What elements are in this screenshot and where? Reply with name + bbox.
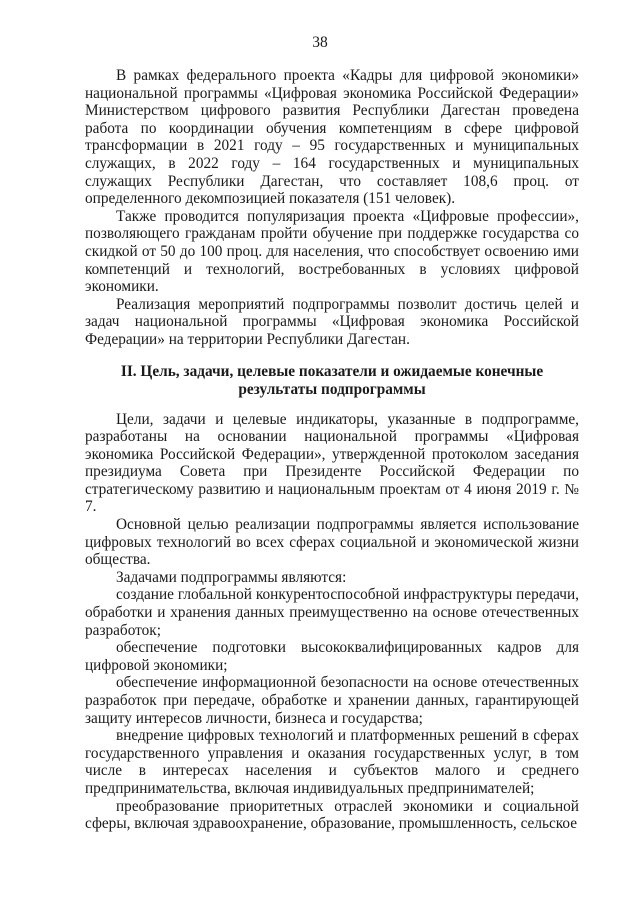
- task-item-infrastructure: создание глобальной конкурентоспособной инфраструктуры передачи, обработки и хранения данных преимущественно на основе отечественных разработок;: [85, 586, 579, 639]
- section-heading: II. Цель, задачи, целевые показатели и ожидаемые конечные результаты подпрограммы: [120, 362, 544, 398]
- paragraph-digital-professions: Также проводится популяризация проекта «Цифровые профессии», позволяющего гражданам пройти обучение при поддержке государства со скидкой от 50 до 100 проц. для населения, что способствует освоению ими компетенций и технологий, востребованных в условиях цифровой экономики.: [85, 207, 579, 296]
- paragraph-subprogram-goals: Реализация мероприятий подпрограммы позволит достичь целей и задач национальной программы «Цифровая экономика Российской Федерации» на территории Республики Дагестан.: [85, 295, 579, 348]
- paragraph-goals-basis: Цели, задачи и целевые индикаторы, указанные в подпрограмме, разработаны на основании национальной программы «Цифровая экономика Российской Федерации», утвержденной протоколом заседания президиума Совета при Президенте Российской Федерации по стратегическому развитию и национальным проектам от 4 июня 2019 г. № 7.: [85, 410, 579, 516]
- paragraph-federal-project: В рамках федерального проекта «Кадры для цифровой экономики» национальной программы «Цифровая экономика Российской Федерации» Министерством цифрового развития Республики Дагестан проведена работа по координации обучения компетенциям в сфере цифровой трансформации в 2021 году – 95 государственных и муниципальных служащих, в 2022 году – 164 государственных и муниципальных служащих Республики Дагестан, что составляет 108,6 проц. от определенного декомпозицией показателя (151 человек).: [85, 67, 579, 208]
- task-item-security: обеспечение информационной безопасности на основе отечественных разработок при передаче, обработке и хранении данных, гарантирующей защиту интересов личности, бизнеса и государства;: [85, 674, 579, 727]
- paragraph-main-goal: Основной целью реализации подпрограммы является использование цифровых технологий во всех сферах социальной и экономической жизни общества.: [85, 516, 579, 569]
- page-number: 38: [312, 34, 328, 51]
- task-item-transformation: преобразование приоритетных отраслей экономики и социальной сферы, включая здравоохранение, образование, промышленность, сельское: [85, 797, 579, 833]
- task-item-personnel: обеспечение подготовки высококвалифицированных кадров для цифровой экономики;: [85, 639, 579, 674]
- document-body: [85, 67, 579, 833]
- paragraph-tasks-intro: Задачами подпрограммы являются:: [116, 568, 347, 586]
- task-item-public-services: внедрение цифровых технологий и платформенных решений в сферах государственного управления и оказания государственных услуг, в том числе в интересах населения и субъектов малого и среднего предпринимательства, включая индивидуальных предпринимателей;: [85, 727, 579, 797]
